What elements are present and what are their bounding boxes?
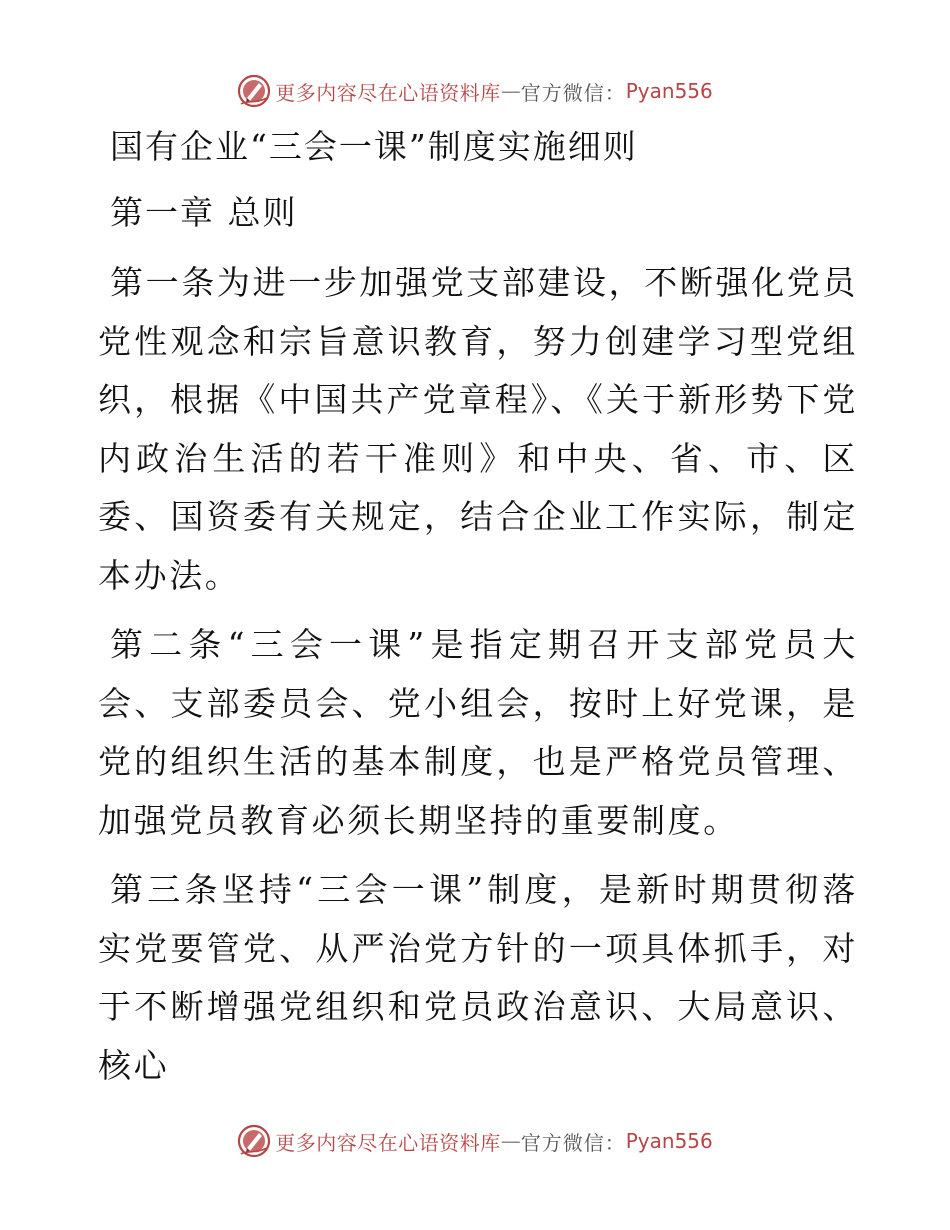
chapter-heading: 第一章 总则 — [110, 193, 298, 232]
pen-logo-icon — [237, 1124, 271, 1158]
document-title: 国有企业“三会一课”制度实施细则 — [110, 127, 638, 166]
brand-text: 更多内容尽在心语资料库 — [275, 80, 501, 105]
contact-label: 官方微信： — [520, 80, 626, 105]
brand-text: 更多内容尽在心语资料库 — [275, 1130, 501, 1155]
footer-banner — [0, 1121, 950, 1161]
contact-label: 官方微信： — [520, 1130, 626, 1155]
banner-separator: — — [500, 79, 521, 103]
pen-logo-icon — [237, 74, 271, 108]
contact-id: Pyan556 — [625, 79, 713, 103]
article-paragraph: 第一条为进一步加强党支部建设，不断强化党员党性观念和宗旨意识教育，努力创建学习型党组织，根据《中国共产党章程》、《关于新形势下党内政治生活的若干准则》和中央、省、市、区委、国资委有关规定，结合企业工作实际，制定本办法。 — [98, 263, 858, 595]
article-paragraph: 第二条“三会一课”是指定期召开支部党员大会、支部委员会、党小组会，按时上好党课，是党的组织生活的基本制度，也是严格党员管理、加强党员教育必须长期坚持的重要制度。 — [98, 625, 858, 840]
article-paragraph: 第三条坚持“三会一课”制度，是新时期贯彻落实党要管党、从严治党方针的一项具体抓手，对于不断增强党组织和党员政治意识、大局意识、核心 — [98, 870, 858, 1085]
banner-separator: — — [500, 1129, 521, 1153]
header-banner — [0, 71, 950, 111]
contact-id: Pyan556 — [625, 1129, 713, 1153]
document-body — [98, 118, 858, 1095]
